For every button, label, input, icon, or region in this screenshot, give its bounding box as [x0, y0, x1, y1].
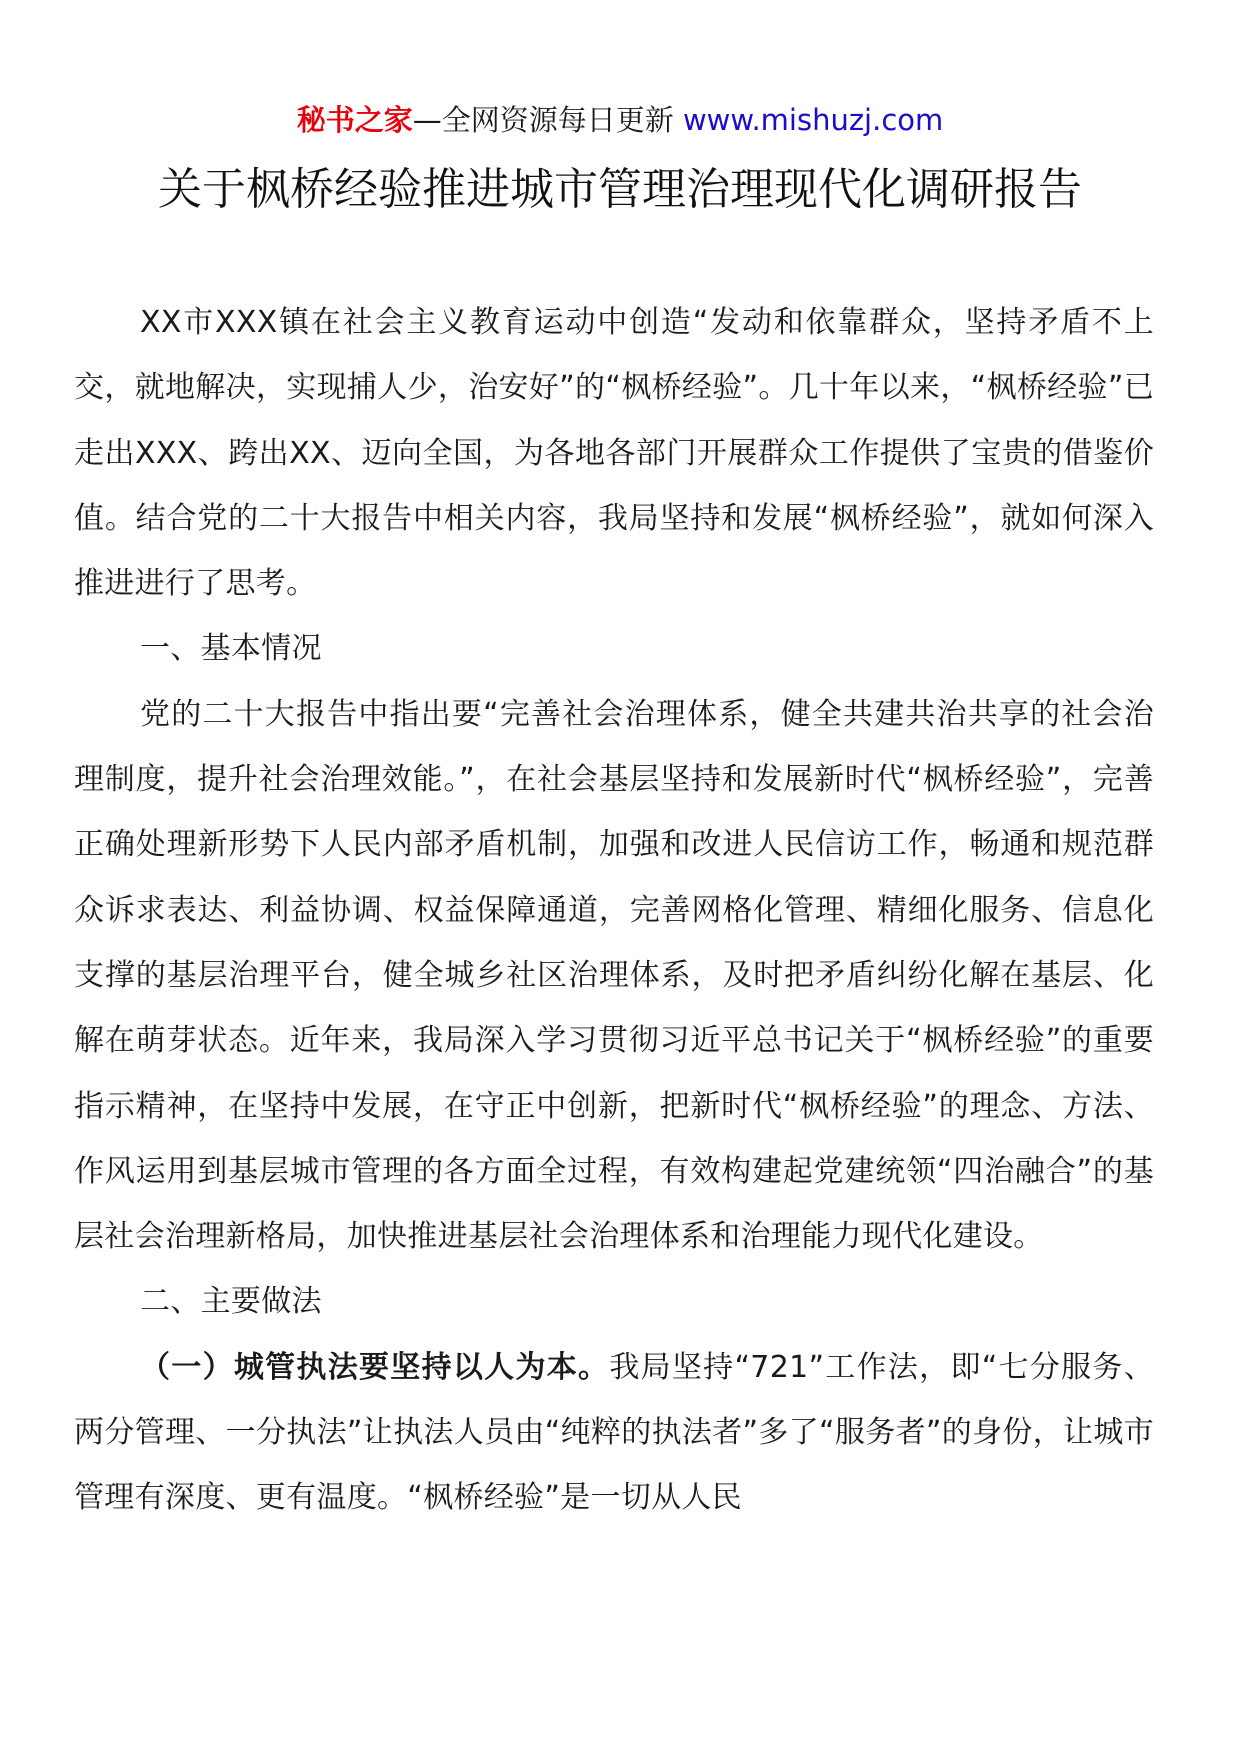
brand-name: 秘书之家 — [296, 103, 413, 137]
section1-paragraph: 党的二十大报告中指出要“完善社会治理体系，健全共建共治共享的社会治理制度，提升社会治理效能。”，在社会基层坚持和发展新时代“枫桥经验”，完善正确处理新形势下人民内部矛盾机制，加强和改进人民信访工作，畅通和规范群众诉求表达、利益协调、权益保障通道，完善网格化管理、精细化服务、信息化支撑的基层治理平台，健全城乡社区治理体系，及时把矛盾纠纷化解在基层、化解在萌芽状态。近年来，我局深入学习贯彻习近平总书记关于“枫桥经验”的重要指示精神，在坚持中发展，在守正中创新，把新时代“枫桥经验”的理念、方法、作风运用到基层城市管理的各方面全过程，有效构建起党建统领“四治融合”的基层社会治理新格局，加快推进基层社会治理体系和治理能力现代化建设。 — [74, 696, 1154, 1255]
section-heading-main-practices: 二、主要做法 — [140, 1284, 322, 1320]
section-heading-basic-situation: 一、基本情况 — [140, 631, 322, 667]
intro-paragraph: XX市XXX镇在社会主义教育运动中创造“发动和依靠群众，坚持矛盾不上交，就地解决，实现捕人少，治安好”的“枫桥经验”。几十年以来，“枫桥经验”已走出XXX、跨出XX、迈向全国，为各地各部门开展群众工作提供了宝贵的借鉴价值。结合党的二十大报告中相关内容，我局坚持和发展“枫桥经验”，就如何深入推进进行了思考。 — [74, 305, 1154, 602]
site-url-link[interactable]: www.mishuzj.com — [682, 103, 944, 137]
site-header — [0, 100, 1240, 140]
document-title: 关于枫桥经验推进城市管理治理现代化调研报告 — [158, 164, 1082, 215]
item1-body: 我局坚持“721”工作法，即“七分服务、两分管理、一分执法”让执法人员由“纯粹的执法者”多了“服务者”的身份，让城市管理有深度、更有温度。“枫桥经验”是一切从人民 — [74, 1349, 1155, 1516]
header-tagline: —全网资源每日更新 — [412, 103, 674, 137]
item1-lead: （一）城管执法要坚持以人为本。 — [140, 1349, 610, 1385]
item1-paragraph — [74, 1335, 1154, 1531]
document-body — [74, 290, 1154, 1531]
